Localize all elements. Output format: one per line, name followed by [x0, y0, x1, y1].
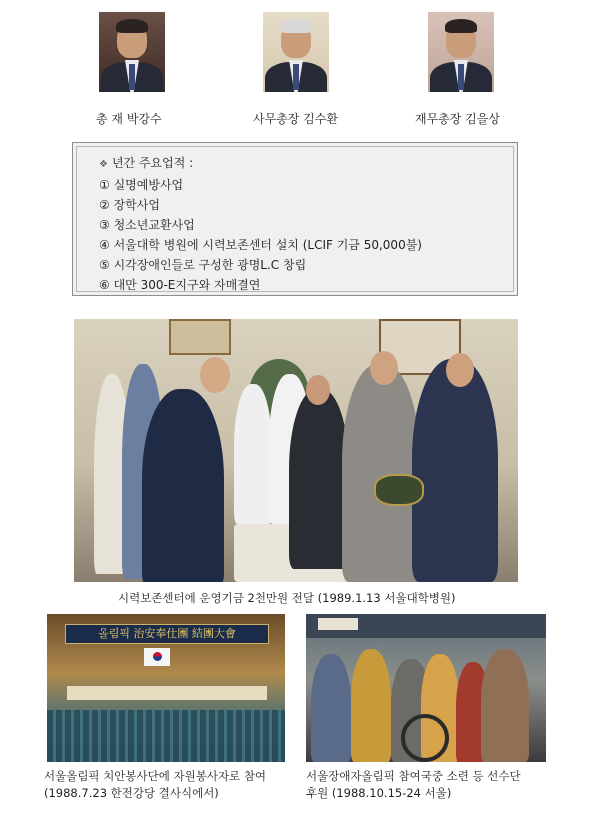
ceremony-banner: 올림픽 治安奉仕團 結團大會 [65, 624, 269, 644]
caption-line: 서울장애자올림픽 참여국중 소련 등 선수단 [306, 769, 521, 783]
caption-line: (1988.7.23 한전강당 결사식에서) [44, 786, 219, 800]
photo-olympic-security-ceremony [47, 614, 285, 762]
photo-fund-handover [74, 319, 518, 582]
list-item: ⑥ 대만 300-E지구와 자매결연 [99, 278, 261, 292]
portrait-president [99, 12, 165, 92]
photo-paralympic-support [306, 614, 546, 762]
officer-name-treasurer: 재무총장 김을상 [415, 112, 500, 126]
list-item: ④ 서울대학 병원에 시력보존센터 설치 (LCIF 기금 50,000불) [99, 238, 422, 252]
portrait-treasurer [428, 12, 494, 92]
caption-paralympic-support [306, 768, 521, 802]
list-item: ① 실명예방사업 [99, 178, 184, 192]
officer-name-president: 총 재 박강수 [96, 112, 162, 126]
list-item: ② 장학사업 [99, 198, 160, 212]
achievements-box [72, 142, 518, 296]
caption-fund-handover: 시력보존센터에 운영기금 2천만원 전달 (1989.1.13 서울대학병원) [118, 591, 456, 605]
list-item: ③ 청소년교환사업 [99, 218, 195, 232]
caption-line: 후원 (1988.10.15-24 서울) [306, 786, 452, 800]
officer-name-secretary-general: 사무총장 김수환 [253, 112, 338, 126]
caption-olympic-security [44, 768, 266, 802]
achievements-list [99, 175, 513, 295]
portrait-secretary-general [263, 12, 329, 92]
achievements-title: 년간 주요업적 : [111, 156, 194, 170]
diamond-bullet-icon: ❖ [99, 159, 108, 170]
list-item: ⑤ 시각장애인들로 구성한 광명L.C 창립 [99, 258, 307, 272]
caption-line: 서울올림픽 치안봉사단에 자원봉사자로 참여 [44, 769, 267, 783]
